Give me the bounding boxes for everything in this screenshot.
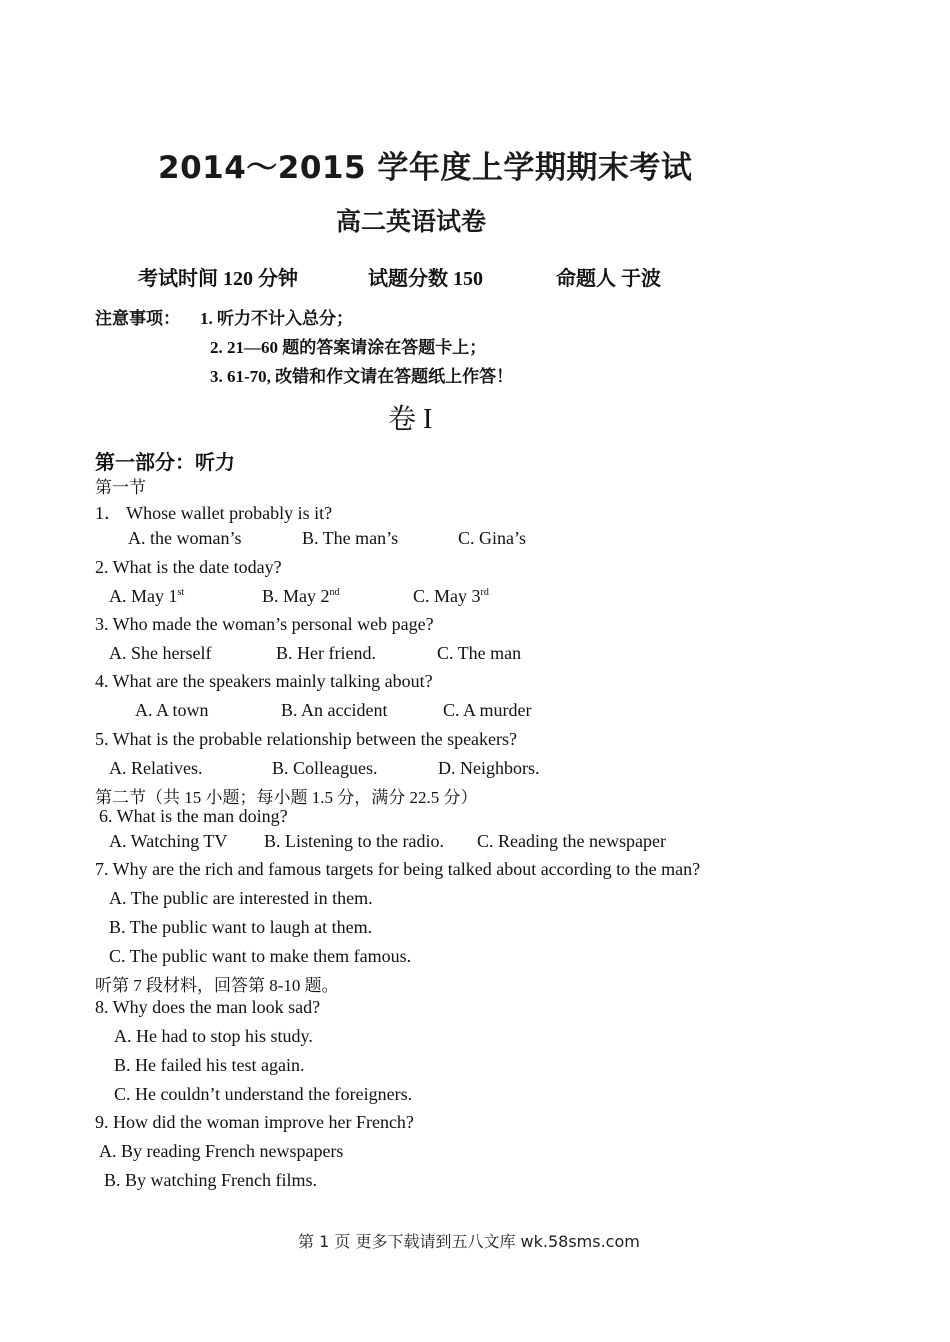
note-item-3: 3. 61-70, 改错和作文请在答题纸上作答！ — [210, 367, 514, 386]
page-footer: 第 1 页 更多下载请到五八文库 wk.58sms.com — [298, 1232, 640, 1251]
question-3: 3. Who made the woman’s personal web page? — [95, 614, 434, 634]
q8-option-b: B. He failed his test again. — [114, 1055, 305, 1075]
q2-option-b-sup: nd — [329, 587, 340, 598]
question-8: 8. Why does the man look sad? — [95, 997, 321, 1017]
q5-option-b: B. Colleagues. — [272, 758, 378, 778]
question-9: 9. How did the woman improve her French? — [95, 1112, 414, 1132]
section2-title: 第二节（共 15 小题；每小题 1.5 分，满分 22.5 分） — [95, 788, 478, 807]
section1-title: 第一节 — [95, 478, 146, 497]
q1-option-a: A. the woman’s — [128, 528, 242, 548]
q6-option-a: A. Watching TV — [109, 831, 228, 851]
exam-title: 2014～2015 学年度上学期期末考试 — [158, 150, 693, 186]
q4-option-a: A. A town — [135, 700, 209, 720]
q2-option-a-sup: st — [177, 587, 185, 598]
q3-option-b: B. Her friend. — [276, 643, 376, 663]
q5-option-a: A. Relatives. — [109, 758, 203, 778]
exam-subtitle: 高二英语试卷 — [336, 207, 487, 236]
question-1: 1． Whose wallet probably is it? — [95, 503, 333, 523]
q2-option-c — [413, 586, 489, 607]
question-2: 2. What is the date today? — [95, 557, 282, 577]
exam-time: 考试时间 120 分钟 — [138, 268, 298, 290]
q6-option-b: B. Listening to the radio. — [264, 831, 444, 851]
part1-title: 第一部分：听力 — [95, 452, 235, 474]
q6-option-c: C. Reading the newspaper — [477, 831, 666, 851]
q8-option-a: A. He had to stop his study. — [114, 1026, 313, 1046]
material-7-instruction: 听第 7 段材料，回答第 8-10 题。 — [95, 976, 339, 995]
q7-option-a: A. The public are interested in them. — [109, 888, 373, 908]
q1-option-b: B. The man’s — [302, 528, 399, 548]
volume-title: 卷 I — [388, 404, 433, 435]
question-6: 6. What is the man doing? — [99, 806, 288, 826]
note-item-2: 2. 21—60 题的答案请涂在答题卡上； — [210, 338, 487, 357]
q4-option-c: C. A murder — [443, 700, 532, 720]
note-item-1: 1. 听力不计入总分； — [200, 309, 353, 328]
q2-option-a — [109, 586, 184, 607]
q9-option-a: A. By reading French newspapers — [99, 1141, 344, 1161]
q2-option-c-text: C. May 3 — [413, 586, 481, 606]
question-7: 7. Why are the rich and famous targets for being talked about according to the man? — [95, 859, 701, 879]
q3-option-c: C. The man — [437, 643, 522, 663]
question-5: 5. What is the probable relationship between the speakers? — [95, 729, 518, 749]
total-score: 试题分数 150 — [368, 268, 483, 290]
q7-option-c: C. The public want to make them famous. — [109, 946, 412, 966]
q4-option-b: B. An accident — [281, 700, 388, 720]
question-4: 4. What are the speakers mainly talking about? — [95, 671, 433, 691]
q2-option-b-text: B. May 2 — [262, 586, 330, 606]
q2-option-b — [262, 586, 340, 607]
q3-option-a: A. She herself — [109, 643, 212, 663]
q2-option-a-text: A. May 1 — [109, 586, 178, 606]
notes-label: 注意事项： — [95, 309, 180, 328]
q7-option-b: B. The public want to laugh at them. — [109, 917, 373, 937]
q8-option-c: C. He couldn’t understand the foreigners. — [114, 1084, 413, 1104]
q9-option-b: B. By watching French films. — [104, 1170, 317, 1190]
q1-option-c: C. Gina’s — [458, 528, 527, 548]
q5-option-c: D. Neighbors. — [438, 758, 540, 778]
q2-option-c-sup: rd — [480, 587, 489, 598]
author: 命题人 于波 — [556, 268, 661, 290]
